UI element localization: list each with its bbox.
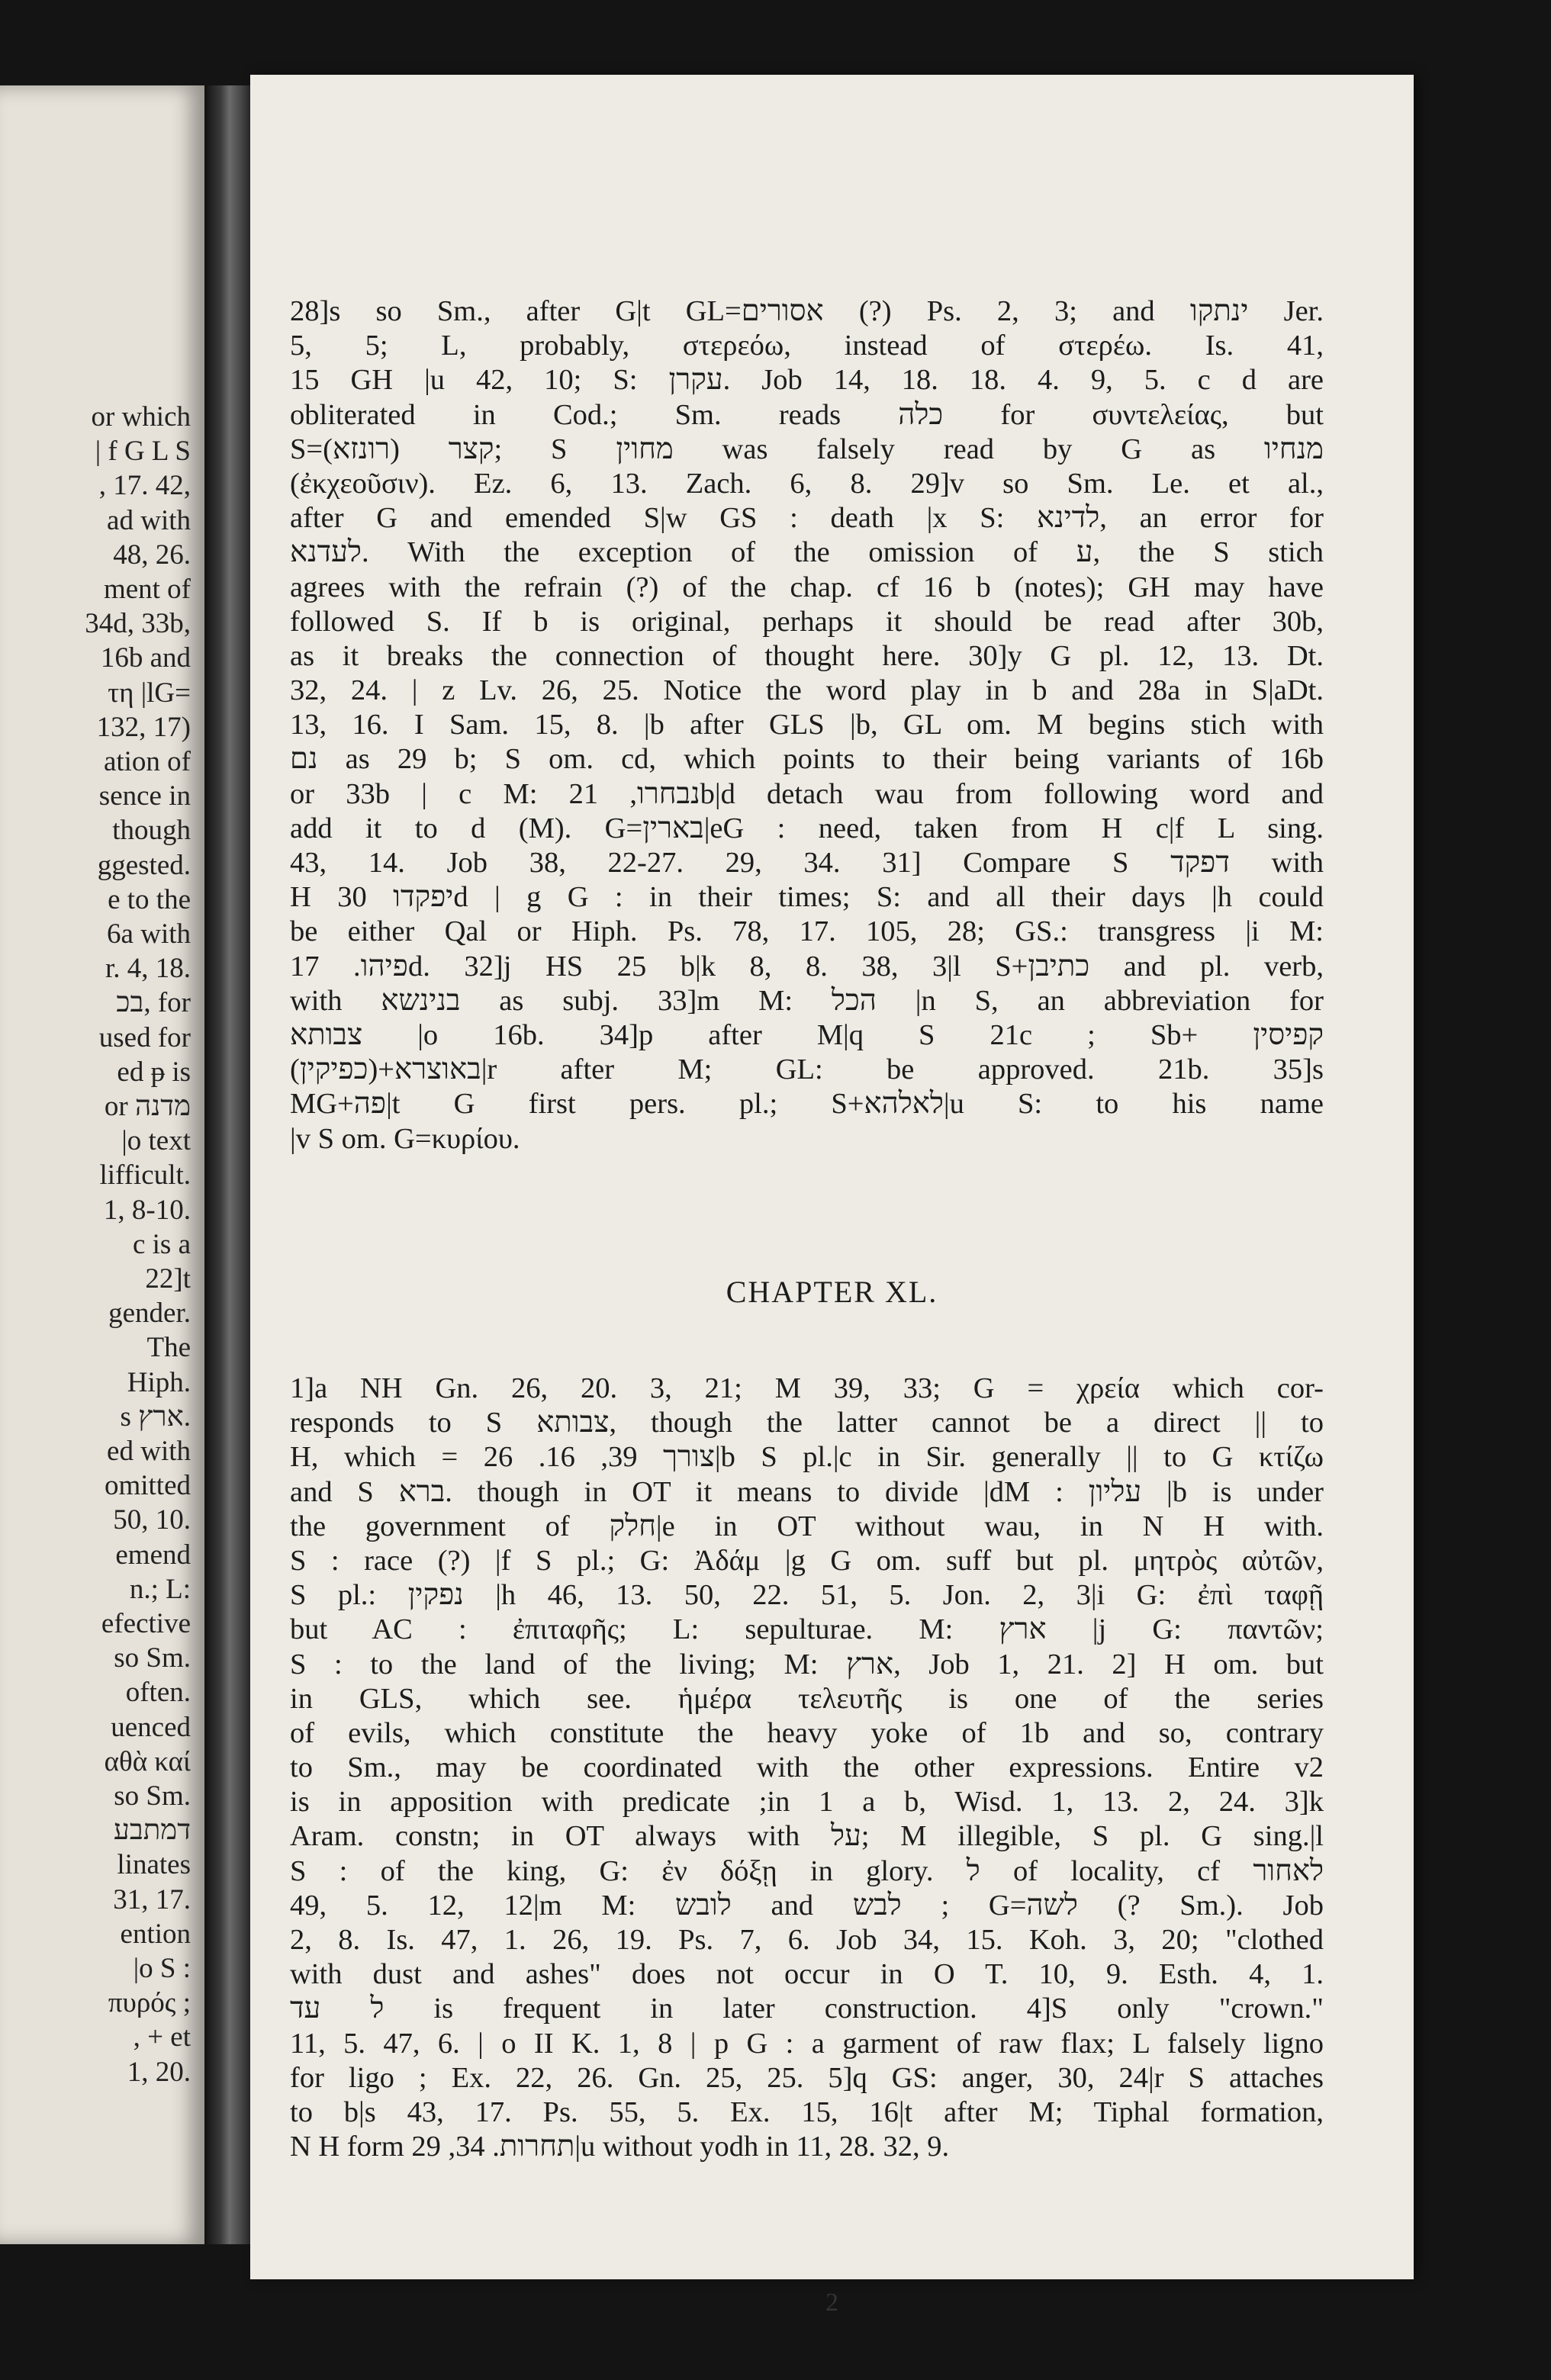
note-line: the government of חלק|e in OT without wau, in N H with. (290, 1510, 1324, 1542)
note-line: 13, 16. I Sam. 15, 8. |b after GLS |b, GL om. M begins stich with (290, 709, 1324, 741)
note-line: ל עד is frequent in later construction. 4]S only "crown." (290, 1992, 1324, 2025)
note-line: Aram. constn; in OT always with על; M illegible, S pl. G sing.|l (290, 1820, 1324, 1853)
facing-page-line: ention (120, 1918, 191, 1950)
facing-page-line: emend (115, 1539, 191, 1571)
facing-page-line: The (146, 1332, 191, 1364)
note-line: in GLS, which see. ἡμέρα τελευτῆς is one of the series (290, 1682, 1324, 1715)
facing-page-line: |o S : (133, 1953, 191, 1984)
note-line: agrees with the refrain (?) of the chap. cf 16 b (notes); GH may have (290, 571, 1324, 603)
note-line: add it to d (M). G=בארין|eG : need, taken from H c|f L sing. (290, 812, 1324, 844)
facing-page-line: used for (98, 1021, 191, 1053)
note-line: for ligo ; Ex. 22, 26. Gn. 25, 25. 5]q GS: anger, 30, 24|r S attaches (290, 2061, 1324, 2094)
facing-page-line: דמתבע (113, 1815, 191, 1847)
note-line: (ἐκχεοῦσιν). Ez. 6, 13. Zach. 6, 8. 29]v so Sm. Le. et al., (290, 467, 1324, 500)
facing-page-line: ed ᵽ is (117, 1056, 191, 1088)
facing-page-line: ggested. (97, 849, 191, 881)
note-line: to Sm., may be coordinated with the other expressions. Entire v2 (290, 1751, 1324, 1784)
facing-page-line: τη |lG= (108, 677, 191, 709)
facing-page-line: πυρός ; (108, 1987, 191, 2019)
note-line: 5, 5; L, probably, στερεόω, instead of στερέω. Is. 41, (290, 330, 1324, 362)
facing-page-line: | f G L S (95, 436, 191, 468)
note-line: but AC : ἐπιταφῆς; L: sepulturae. M: ארץ |j G: παντῶν; (290, 1613, 1324, 1646)
facing-page-line: so Sm. (114, 1780, 191, 1812)
facing-page-line: בכ, for (116, 987, 191, 1019)
note-line: S pl.: נפקין |h 46, 13. 50, 22. 51, 5. Jon. 2, 3|i G: ἐπὶ ταφῇ (290, 1579, 1324, 1612)
facing-page-line: so Sm. (114, 1642, 191, 1674)
facing-page-line: sence in (98, 780, 191, 812)
facing-page-line: c is a (132, 1228, 191, 1260)
facing-page-line: r. 4, 18. (105, 953, 191, 985)
note-line: 2, 8. Is. 47, 1. 26, 19. Ps. 7, 6. Job 34, 15. Koh. 3, 20; "clothed (290, 1924, 1324, 1956)
facing-page-line: linates (117, 1849, 191, 1881)
book-gutter (204, 85, 250, 2244)
facing-page-line: though (112, 815, 191, 847)
note-line: of evils, which constitute the heavy yoke of 1b and so, contrary (290, 1716, 1324, 1749)
note-line: 28]s so Sm., after G|t GL=אסורים (?) Ps. 2, 3; and ינתקו Jer. (290, 295, 1324, 327)
note-line: after G and emended S|w GS : death |x S: לדינא, an error for (290, 502, 1324, 535)
note-line: N H form תחרות. 34, 29|u without yodh in 11, 28. 32, 9. (290, 2131, 950, 2163)
facing-page-line: Hiph. (127, 1366, 191, 1398)
note-line: S=קצר (רונזא); S מחוין was falsely read by G as מנחיו (290, 433, 1324, 465)
note-line: 32, 24. | z Lv. 26, 25. Notice the word play in b and 28a in S|aDt. (290, 674, 1324, 707)
facing-page-line: omitted (104, 1470, 191, 1502)
note-line: H, which = צורך 39, 16. 26|b S pl.|c in Sir. generally || to G κτίζω (290, 1441, 1324, 1474)
note-line: 49, 5. 12, 12|m M: לובש and לבש ; G=לשה (? Sm.). Job (290, 1889, 1324, 1922)
note-line: 15 GH |u 42, 10; S: עקרן. Job 14, 18. 18. 4. 9, 5. c d are (290, 364, 1324, 397)
facing-page-line: 48, 26. (113, 539, 191, 571)
facing-page-line: , + et (133, 2021, 191, 2054)
facing-page-line: , 17. 42, (98, 470, 191, 502)
note-line: to b|s 43, 17. Ps. 55, 5. Ex. 15, 16|t after M; Tiphal formation, (290, 2095, 1324, 2128)
note-line: לעדנא. With the exception of the omission of ע, the S stich (290, 536, 1324, 569)
chapter-notes (290, 1372, 1324, 2164)
note-line: is in apposition with predicate ;in 1 a b, Wisd. 1, 13. 2, 24. 3]k (290, 1786, 1324, 1819)
note-line: S : of the king, G: ἐν δόξῃ in glory. ל of locality, cf לאחור (290, 1854, 1324, 1887)
note-line: with בנינשא as subj. 33]m M: הכל |n S, an abbreviation for (290, 984, 1324, 1017)
facing-page-line: 132, 17) (96, 711, 191, 743)
note-line: צבותא |o 16b. 34]p after M|q S 21c ; Sb+ קפיסין (290, 1018, 1324, 1051)
facing-page-line: 50, 10. (113, 1504, 191, 1536)
facing-page-line: ed with (107, 1436, 191, 1467)
book-page (250, 75, 1414, 2317)
facing-page-line: s ארץ. (120, 1401, 191, 1433)
facing-page-line: |o text (121, 1125, 191, 1157)
note-line: S : race (?) |f S pl.; G: Ἀδάμ |g G om. suff but pl. μητρὸς αὐτῶν, (290, 1544, 1324, 1577)
facing-page-line: 6a with (107, 918, 191, 950)
facing-page-line: uenced (111, 1711, 191, 1743)
facing-page (0, 85, 204, 2244)
note-line: with dust and ashes" does not occur in O T. 10, 9. Esth. 4, 1. (290, 1958, 1324, 1991)
note-line: and S ברא. though in OT it means to divide |dM : עליון |b is under (290, 1475, 1324, 1508)
facing-page-line: 16b and (100, 642, 191, 674)
facing-page-line: gender. (108, 1298, 191, 1330)
facing-page-line: or מדנה (104, 1091, 191, 1122)
note-line: 43, 14. Job 38, 22-27. 29, 34. 31] Compare S דפקד with (290, 847, 1324, 879)
facing-page-line: 34d, 33b, (85, 608, 191, 640)
note-line: |v S om. G=κυρίου. (290, 1122, 520, 1155)
note-line: or 33b | c M: נבחרו, 21b|d detach wau from following word and (290, 777, 1324, 810)
facing-page-line: n.; L: (129, 1573, 191, 1605)
note-line: be either Qal or Hiph. Ps. 78, 17. 105, 28; GS.: transgress |i M: (290, 915, 1324, 948)
facing-page-line: often. (125, 1677, 191, 1709)
note-line: H יפקדו 30d | g G : in their times; S: and all their days |h could (290, 881, 1324, 914)
facing-page-line: αθὰ καί (104, 1745, 191, 1777)
note-line: נם as 29 b; S om. cd, which points to their being variants of 16b (290, 743, 1324, 776)
facing-page-line: 31, 17. (113, 1883, 191, 1915)
facing-page-line: or which (91, 401, 191, 433)
note-line: 11, 5. 47, 6. | o II K. 1, 8 | p G : a garment of raw flax; L falsely ligno (290, 2027, 1324, 2060)
note-line: 1]a NH Gn. 26, 20. 3, 21; M 39, 33; G = χρεία which cor- (290, 1372, 1324, 1404)
facing-page-line: 1, 8-10. (103, 1194, 191, 1226)
page-number: 2 (825, 2288, 838, 2317)
note-line: S : to the land of the living; M: ארץ, Job 1, 21. 2] H om. but (290, 1648, 1324, 1680)
facing-page-line: lifficult. (99, 1159, 191, 1192)
facing-page-line: ad with (107, 504, 191, 536)
chapter-heading: CHAPTER XL. (726, 1275, 938, 1309)
note-line: obliterated in Cod.; Sm. reads כלה for συντελείας, but (290, 398, 1324, 431)
note-line: as it breaks the connection of thought here. 30]y G pl. 12, 13. Dt. (290, 639, 1324, 672)
facing-page-line: 22]t (145, 1263, 191, 1295)
facing-page-line: efective (101, 1608, 191, 1639)
note-line: (כפיקין)+באוצרא|r after M; GL: be approved. 21b. 35]s (290, 1053, 1324, 1086)
note-line: responds to S צבותא, though the latter cannot be a direct || to (290, 1407, 1324, 1439)
facing-page-line: e to the (108, 883, 191, 915)
facing-page-line: ment of (103, 574, 191, 605)
top-notes (290, 294, 1324, 1156)
facing-page-line: ation of (103, 746, 191, 777)
note-line: followed S. If b is original, perhaps it should be read after 30b, (290, 605, 1324, 638)
note-line: MG+פה|t G first pers. pl.; S+לאלהא|u S: to his name (290, 1088, 1324, 1121)
facing-page-line: 1, 20. (127, 2056, 191, 2088)
note-line: פיהו. 17d. 32]j HS 25 b|k 8, 8. 38, 3|l S+כתיבן and pl. verb, (290, 950, 1324, 983)
